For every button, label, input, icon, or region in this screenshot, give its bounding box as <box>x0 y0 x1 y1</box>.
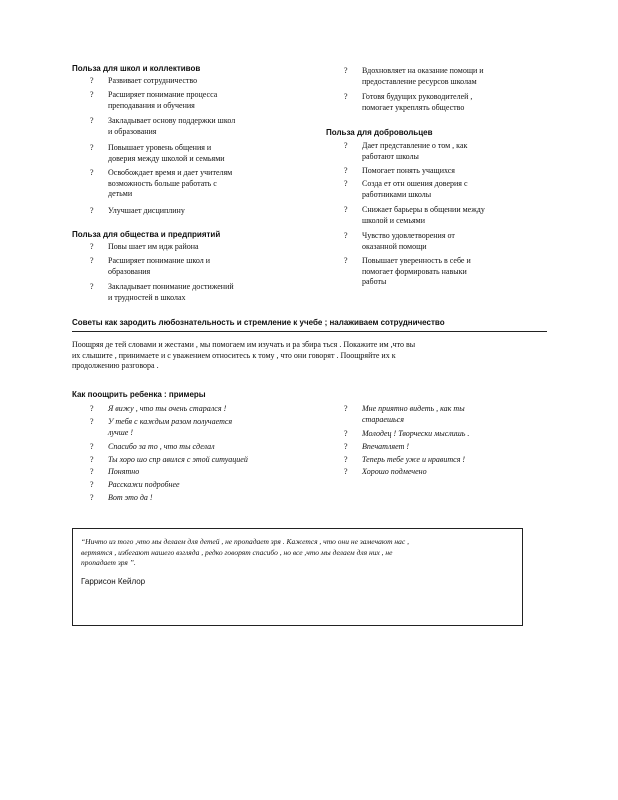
list-item: ? Созда ет отн ошения доверия с работниками школы <box>344 179 468 199</box>
list-item: ? Понятно <box>90 467 140 476</box>
list-item: ? Мне приятно видеть , как ты стараешься <box>344 404 465 424</box>
list-item: ? Готовя будущих руководителей , помогает укреплять общество <box>344 92 473 112</box>
list-item: ? Освобождает время и дает учителям возможность больше работать с детьми <box>90 168 233 198</box>
volunteers-heading: Польза для добровольцев <box>326 128 433 137</box>
list-item: ? Повышает уровень общения и доверия между школой и семьями <box>90 143 225 163</box>
advice-heading: Советы как зародить любознательность и стремление к учебе ; налаживаем сотрудничество <box>72 318 445 327</box>
advice-text: Поощряя де тей словами и жестами , мы помогаем им изучать и ра збира ться . Покажите им ,что вы их слышите , принимаете и с уважением относитесь к тому , что они говорят . Поощряйте их к продолжению разговора . <box>72 340 416 370</box>
list-item: ? Расскажи подробнее <box>90 480 180 489</box>
list-item: ? Вдохновляет на оказание помощи и предоставление ресурсов школам <box>344 66 484 86</box>
list-item: ? Развивает сотрудничество <box>90 76 198 85</box>
list-item: ? Вот это да ! <box>90 493 153 502</box>
list-item: ? Улучшает дисциплину <box>90 206 185 215</box>
list-item: ? Теперь тебе уже и нравится ! <box>344 455 466 464</box>
list-item: ? Спасибо за то , что ты сделал <box>90 442 215 451</box>
examples-heading: Как поощрить ребенка : примеры <box>72 390 206 399</box>
list-item: ? Снижает барьеры в общении между школой и семьями <box>344 205 485 225</box>
quote-text: “Ничто из того ,что мы делаем для детей , не пропадает зря . Кажется , что они не замечают нас , вертятся , избегают нашего взгляда , редко говорят спасибо , но все ,что мы делаем для них , не пропадает зря ”. <box>81 537 409 567</box>
list-item: ? Впечатляет ! <box>344 442 410 451</box>
list-item: ? Я вижу , что ты очень старался ! <box>90 404 227 413</box>
list-item: ? Повы шает им идж района <box>90 242 199 251</box>
list-item: ? Закладывает понимание достижений и трудностей в школах <box>90 282 234 302</box>
list-item: ? Повышает уверенность в себе и помогает формировать навыки работы <box>344 256 471 286</box>
divider <box>72 331 547 332</box>
list-item: ? Помогает понять учащихся <box>344 166 455 175</box>
list-item: ? Расширяет понимание процесса преподавания и обучения <box>90 90 218 110</box>
list-item: ? Хорошо подмечено <box>344 467 427 476</box>
list-item: ? У тебя с каждым разом получается лучше ! <box>90 417 233 437</box>
list-item: ? Молодец ! Творчески мыслишь . <box>344 429 470 438</box>
quote-author: Гаррисон Кейлор <box>81 577 146 586</box>
society-heading: Польза для общества и предприятий <box>72 230 221 239</box>
list-item: ? Дает представление о том , как работают школы <box>344 141 468 161</box>
list-item: ? Расширяет понимание школ и образования <box>90 256 211 276</box>
list-item: ? Чувство удовлетворения от оказанной помощи <box>344 231 455 251</box>
quote-box <box>72 528 523 626</box>
list-item: ? Закладывает основу поддержки школ и образования <box>90 116 236 136</box>
schools-heading: Польза для школ и коллективов <box>72 64 201 73</box>
list-item: ? Ты хоро шо спр авился с этой ситуацией <box>90 455 248 464</box>
